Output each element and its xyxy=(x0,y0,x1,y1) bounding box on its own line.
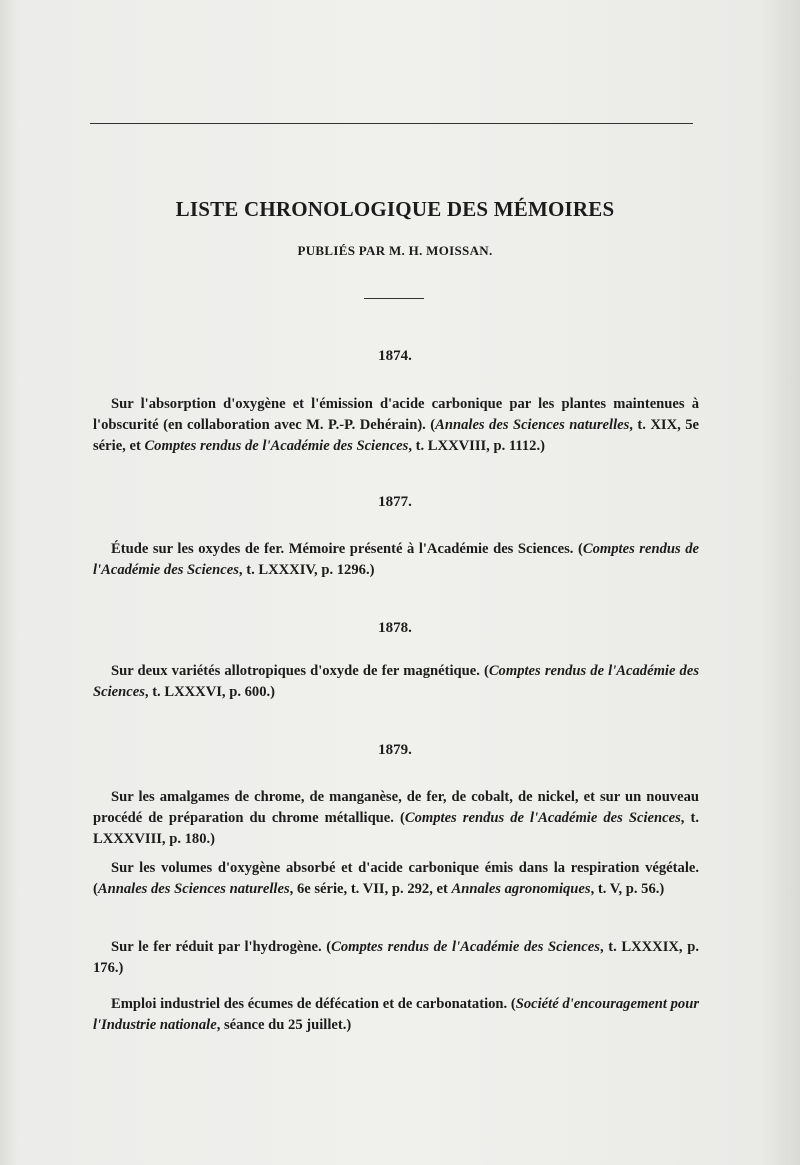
memoir-entry: Sur les volumes d'oxygène absorbé et d'acide carbonique émis dans la respiration végétale. (Annales des Sciences naturelles, 6e série, t. VII, p. 292, et Annales agronomiques, t. V, p. 56.) xyxy=(93,860,699,897)
memoir-entry: Emploi industriel des écumes de défécation et de carbonatation. (Société d'encouragement pour l'Industrie nationale, séance du 25 juillet.) xyxy=(93,996,700,1033)
memoir-entry: Étude sur les oxydes de fer. Mémoire présenté à l'Académie des Sciences. (Comptes rendus de l'Académie des Sciences, t. LXXXIV, p. 1296.) xyxy=(93,541,699,578)
year-heading: 1878. xyxy=(378,620,412,636)
year-heading: 1877. xyxy=(378,494,412,510)
memoir-entry: Sur les amalgames de chrome, de manganèse, de fer, de cobalt, de nickel, et sur un nouveau procédé de préparation du chrome métallique. (Comptes rendus de l'Académie des Sciences, t. LXXXVIII, p. 180.) xyxy=(93,789,699,847)
memoir-entry: Sur le fer réduit par l'hydrogène. (Comptes rendus de l'Académie des Sciences, t. LXXXIX, p. 176.) xyxy=(93,939,699,976)
page-title: LISTE CHRONOLOGIQUE DES MÉMOIRES xyxy=(175,197,615,221)
year-heading: 1874. xyxy=(378,348,412,364)
year-heading: 1879. xyxy=(378,742,412,758)
memoir-entry: Sur deux variétés allotropiques d'oxyde de fer magnétique. (Comptes rendus de l'Académie des Sciences, t. LXXXVI, p. 600.) xyxy=(93,663,700,700)
header-rule xyxy=(90,123,693,124)
page-subtitle: PUBLIÉS PAR M. H. MOISSAN. xyxy=(297,243,493,258)
memoir-entry: Sur l'absorption d'oxygène et l'émission d'acide carbonique par les plantes maintenues à l'obscurité (en collaboration avec M. P.-P. Dehérain). (Annales des Sciences naturelles, t. XIX, 5e série, et Comptes rendus de l'Académie des Sciences, t. LXXVIII, p. 1112.) xyxy=(93,396,699,454)
title-divider xyxy=(364,298,424,299)
